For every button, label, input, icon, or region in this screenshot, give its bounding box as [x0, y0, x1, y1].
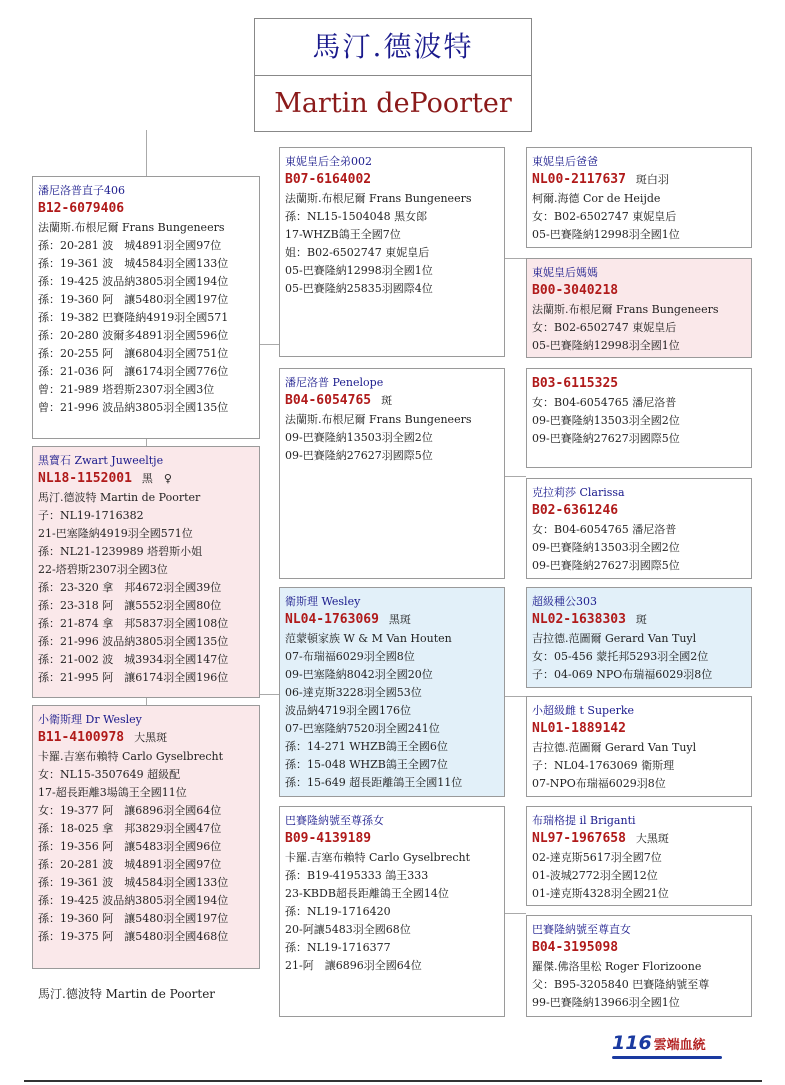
card-line: 05-巴賽隆納12998羽全國1位 [532, 228, 680, 241]
card-line: 05-巴賽隆納12998羽全國1位 [532, 339, 680, 352]
card-line: 孫：21-996 波品納3805羽全國135位 [38, 635, 229, 648]
card-line: 07-巴塞隆納7520羽全國241位 [285, 722, 440, 735]
logo-number: 116 [612, 1032, 652, 1054]
card-line: 女：B02-6502747 東妮皇后 [532, 321, 677, 334]
card-line: 孫：NL15-1504048 黑女郎 [285, 210, 428, 223]
pedigree-card-sds [526, 368, 752, 468]
card-line: 05-巴賽隆納25835羽國際4位 [285, 282, 433, 295]
pedigree-card-ddd [526, 915, 752, 1017]
card-line: 孫：19-361 波 城4584羽全國133位 [38, 257, 229, 270]
card-line: 孫：19-360 阿 讓5480羽全國197位 [38, 293, 229, 306]
pedigree-card-dsd [526, 696, 752, 797]
card-name: 超級種公303 [532, 595, 597, 608]
connector-line [259, 344, 279, 345]
ring-number: NL97-1967658 大黑斑 [532, 831, 669, 846]
pedigree-card-sire-sire [279, 147, 505, 357]
connector-line [504, 258, 526, 259]
title-box [254, 18, 532, 132]
card-line: 17-超長距離3場鴿王全國11位 [38, 786, 187, 799]
card-name: 潘尼洛普直子406 [38, 184, 125, 197]
site-logo[interactable] [612, 1032, 706, 1054]
pedigree-card-dam-dam [279, 806, 505, 1017]
ring-number: B09-4139189 [285, 831, 372, 846]
pedigree-card-sdd [526, 478, 752, 579]
card-line: 09-巴賽隆納13503羽全國2位 [285, 431, 433, 444]
ring-number: B04-6054765 斑 [285, 393, 393, 408]
card-line: 孫：NL19-1716420 [285, 905, 391, 918]
card-line: 孫：20-280 波爾多4891羽全國596位 [38, 329, 229, 342]
card-line: 孫：NL19-1716377 [285, 941, 391, 954]
card-line: 波品納4719羽全國176位 [285, 704, 411, 717]
pedigree-card-dr-wesley [32, 705, 260, 969]
logo-text: 雲端血統 [653, 1038, 706, 1053]
ring-number: B03-6115325 [532, 376, 619, 391]
card-line: 孫：18-025 拿 邦3829羽全國47位 [38, 822, 222, 835]
connector-line [146, 697, 147, 705]
card-line: 父：B95-3205840 巴賽隆納號至尊 [532, 978, 710, 991]
pedigree-card-sire [32, 176, 260, 439]
bottom-divider [24, 1080, 762, 1082]
card-name: 東妮皇后全弟002 [285, 155, 372, 168]
pedigree-card-dds [526, 806, 752, 906]
card-name: 布瑞格提 il Briganti [532, 814, 636, 827]
card-name: 衛斯理 Wesley [285, 595, 361, 608]
card-line: 范蒙頓家族 W & M Van Houten [285, 632, 452, 645]
card-line: 卡羅.吉塞布賴特 Carlo Gyselbrecht [38, 750, 224, 763]
card-line: 孫：23-318 阿 讓5552羽全國80位 [38, 599, 222, 612]
card-name: 小超級雌 t Superke [532, 704, 635, 717]
card-line: 女：05-456 蒙托邦5293羽全國2位 [532, 650, 709, 663]
card-name: 小衛斯理 Dr Wesley [38, 713, 142, 726]
pedigree-card-dam-sire [279, 587, 505, 797]
connector-line [504, 696, 526, 697]
pedigree-card-ssd [526, 258, 752, 358]
pedigree-card-dss [526, 587, 752, 688]
ring-number: NL18-1152001 黑 ♀ [38, 471, 172, 486]
card-line: 09-巴塞隆納8042羽全國20位 [285, 668, 433, 681]
card-line: 法蘭斯.布根尼爾 Frans Bungeneers [285, 192, 472, 205]
card-line: 子：04-069 NPO布瑞福6029羽8位 [532, 668, 713, 681]
card-line: 馬汀.德波特 Martin de Poorter [38, 491, 201, 504]
logo-underline [612, 1056, 722, 1059]
color-tag: 黑 ♀ [141, 472, 172, 485]
card-line: 17-WHZB鴿王全國7位 [285, 228, 401, 241]
ring-number: B12-6079406 [38, 201, 125, 216]
card-line: 孫：19-382 巴賽隆納4919羽全國571 [38, 311, 229, 324]
card-line: 女：B04-6054765 潘尼洛普 [532, 396, 677, 409]
card-name: 巴賽隆納號至尊孫女 [285, 814, 384, 827]
connector-line [504, 913, 526, 914]
card-line: 孫：15-048 WHZB鴿王全國7位 [285, 758, 448, 771]
card-line: 法蘭斯.布根尼爾 Frans Bungeneers [38, 221, 225, 234]
card-name: 巴賽隆納號至尊直女 [532, 923, 631, 936]
card-line: 孫：21-874 拿 邦5837羽全國108位 [38, 617, 229, 630]
card-line: 21-巴塞隆納4919羽全國571位 [38, 527, 193, 540]
card-line: 曾：21-996 波品納3805羽全國135位 [38, 401, 229, 414]
card-line: 孫：B19-4195333 鴿王333 [285, 869, 429, 882]
ring-number: B11-4100978 大黑斑 [38, 730, 168, 745]
card-line: 吉拉德.范圖爾 Gerard Van Tuyl [532, 632, 697, 645]
card-line: 07-NPO布瑞福6029羽8位 [532, 777, 666, 790]
card-line: 孫：15-649 超長距離鴿王全國11位 [285, 776, 463, 789]
card-line: 孫：21-036 阿 讓6174羽全國776位 [38, 365, 229, 378]
owner-name: 馬汀.德波特 Martin de Poorter [38, 987, 216, 1001]
card-line: 22-塔碧斯2307羽全國3位 [38, 563, 168, 576]
card-line: 09-巴賽隆納13503羽全國2位 [532, 414, 680, 427]
card-line: 99-巴賽隆納13966羽全國1位 [532, 996, 680, 1009]
ring-number: B00-3040218 [532, 283, 619, 298]
card-line: 孫：23-320 拿 邦4672羽全國39位 [38, 581, 222, 594]
card-line: 孫：19-360 阿 讓5480羽全國197位 [38, 912, 229, 925]
card-line: 孫：19-425 波品納3805羽全國194位 [38, 275, 229, 288]
card-line: 姐：B02-6502747 東妮皇后 [285, 246, 430, 259]
ring-number: NL02-1638303 斑 [532, 612, 647, 627]
card-name: 黑寶石 Zwart Juweeltje [38, 454, 164, 467]
ring-number: B04-3195098 [532, 940, 619, 955]
card-line: 孫：14-271 WHZB鴿王全國6位 [285, 740, 448, 753]
card-line: 子：NL19-1716382 [38, 509, 144, 522]
ring-number: NL04-1763069 黑斑 [285, 612, 411, 627]
card-line: 孫：21-995 阿 讓6174羽全國196位 [38, 671, 229, 684]
ring-number: NL00-2117637 斑白羽 [532, 172, 669, 187]
card-line: 孫：19-356 阿 讓5483羽全國96位 [38, 840, 222, 853]
card-line: 孫：20-281 波 城4891羽全國97位 [38, 858, 222, 871]
card-name: 潘尼洛普 Penelope [285, 376, 384, 389]
card-line: 05-巴賽隆納12998羽全國1位 [285, 264, 433, 277]
card-line: 孫：21-002 波 城3934羽全國147位 [38, 653, 229, 666]
card-line: 02-達克斯5617羽全國7位 [532, 851, 662, 864]
card-line: 孫：19-425 波品納3805羽全國194位 [38, 894, 229, 907]
ring-number: NL01-1889142 [532, 721, 626, 736]
card-line: 孫：20-255 阿 讓6804羽全國751位 [38, 347, 229, 360]
title-english: Martin dePoorter [274, 88, 512, 119]
card-line: 法蘭斯.布根尼爾 Frans Bungeneers [532, 303, 719, 316]
card-line: 柯爾.海德 Cor de Heijde [532, 192, 661, 205]
card-line: 孫：20-281 波 城4891羽全國97位 [38, 239, 222, 252]
card-line: 孫：19-361 波 城4584羽全國133位 [38, 876, 229, 889]
card-line: 09-巴賽隆納27627羽國際5位 [532, 432, 680, 445]
color-tag: 大黑斑 [635, 832, 669, 845]
card-line: 23-KBDB超長距離鴿王全國14位 [285, 887, 449, 900]
card-line: 女：B04-6054765 潘尼洛普 [532, 523, 677, 536]
card-line: 06-達克斯3228羽全國53位 [285, 686, 422, 699]
card-line: 女：B02-6502747 東妮皇后 [532, 210, 677, 223]
connector-line [504, 476, 526, 477]
pedigree-card-sss [526, 147, 752, 248]
card-line: 卡羅.吉塞布賴特 Carlo Gyselbrecht [285, 851, 471, 864]
card-name: 克拉莉莎 Clarissa [532, 486, 625, 499]
title-chinese: 馬汀.德波特 [255, 19, 531, 76]
card-line: 07-布瑞福6029羽全國8位 [285, 650, 415, 663]
card-line: 孫：NL21-1239989 塔碧斯小姐 [38, 545, 203, 558]
card-line: 09-巴賽隆納13503羽全國2位 [532, 541, 680, 554]
card-line: 09-巴賽隆納27627羽國際5位 [285, 449, 433, 462]
pedigree-card-dam [32, 446, 260, 698]
ring-number: B02-6361246 [532, 503, 619, 518]
card-line: 09-巴賽隆納27627羽國際5位 [532, 559, 680, 572]
card-name: 東妮皇后媽媽 [532, 266, 598, 279]
ring-number: B07-6164002 [285, 172, 372, 187]
card-line: 曾：21-989 塔碧斯2307羽全國3位 [38, 383, 215, 396]
color-tag: 大黑斑 [134, 731, 168, 744]
card-name: 東妮皇后爸爸 [532, 155, 598, 168]
color-tag: 斑 [381, 394, 393, 407]
connector-line [146, 438, 147, 446]
card-line: 01-達克斯4328羽全國21位 [532, 887, 669, 900]
card-line: 01-波城2772羽全國12位 [532, 869, 658, 882]
card-line: 法蘭斯.布根尼爾 Frans Bungeneers [285, 413, 472, 426]
card-line: 羅傑.佛洛里松 Roger Florizoone [532, 960, 702, 973]
card-line: 孫：19-375 阿 讓5480羽全國468位 [38, 930, 229, 943]
card-line: 吉拉德.范圖爾 Gerard Van Tuyl [532, 741, 697, 754]
color-tag: 斑白羽 [635, 173, 669, 186]
card-line: 子：NL04-1763069 衛斯理 [532, 759, 675, 772]
connector-line [259, 694, 279, 695]
card-line: 20-阿讓5483羽全國68位 [285, 923, 411, 936]
card-line: 女：NL15-3507649 超級配 [38, 768, 181, 781]
card-line: 21-阿 讓6896羽全國64位 [285, 959, 422, 972]
pedigree-card-sire-dam [279, 368, 505, 579]
color-tag: 黑斑 [388, 613, 411, 626]
connector-line [146, 130, 147, 176]
color-tag: 斑 [635, 613, 647, 626]
card-line: 女：19-377 阿 讓6896羽全國64位 [38, 804, 222, 817]
